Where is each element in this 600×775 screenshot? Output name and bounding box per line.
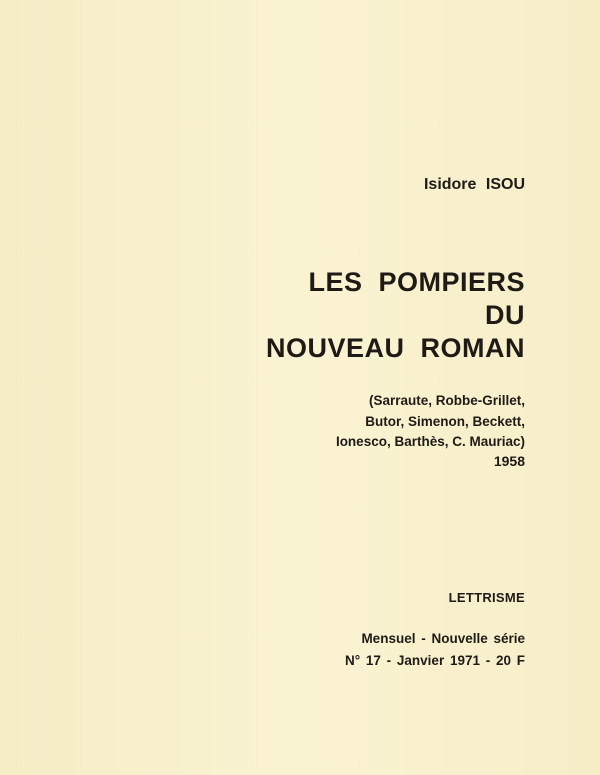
issue-line: N° 17 - Janvier 1971 - 20 F [345, 653, 525, 668]
author-name: Isidore ISOU [423, 176, 525, 193]
subtitle-line: Ionesco, Barthès, C. Mauriac) [335, 434, 525, 449]
book-title [266, 266, 525, 365]
title-line: NOUVEAU ROMAN [265, 333, 525, 363]
publication-name: LETTRISME [448, 590, 525, 605]
subtitle-line: (Sarraute, Robbe-Grillet, [368, 393, 525, 408]
series-line: Mensuel - Nouvelle série [361, 631, 525, 646]
subtitle [336, 391, 525, 453]
subtitle-line: Butor, Simenon, Beckett, [365, 413, 525, 429]
title-line: LES POMPIERS [308, 267, 525, 297]
series-info [345, 628, 525, 672]
year: 1958 [493, 453, 525, 469]
title-line: DU [485, 300, 525, 330]
